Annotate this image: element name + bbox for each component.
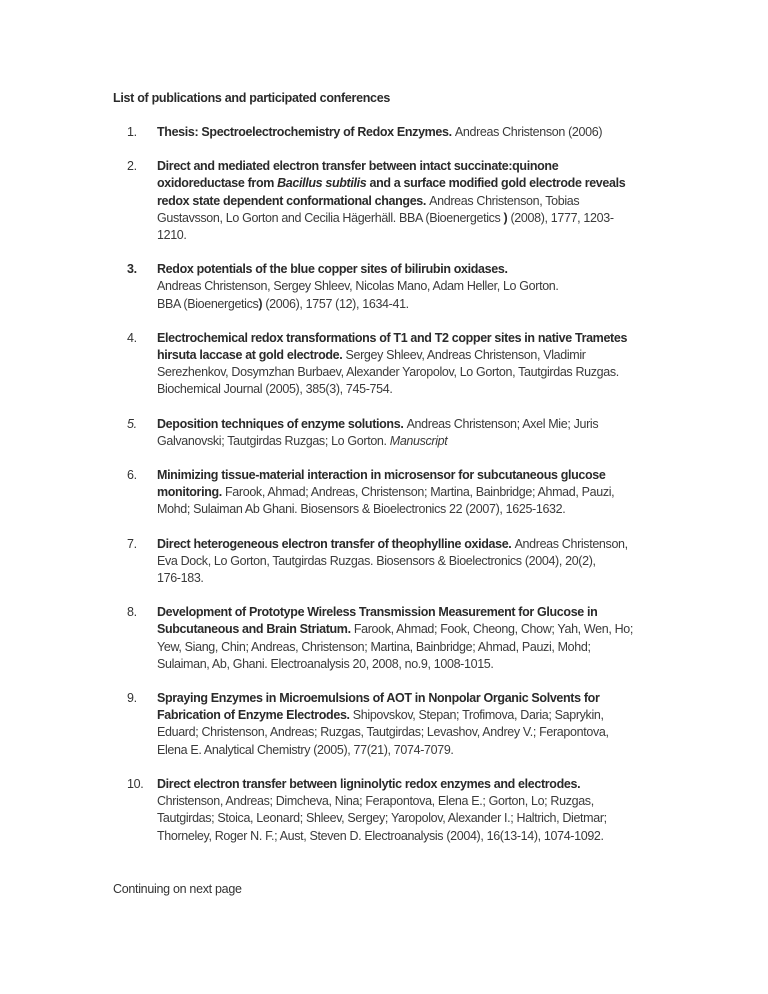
publication-line <box>157 296 768 313</box>
publication-citation-text: Thorneley, Roger N. F.; Aust, Steven D. Electroanalysis (2004), 16(13-14), 1074-1092. <box>157 828 604 843</box>
publication-citation-text: 1210. <box>157 228 187 243</box>
page-heading: List of publications and participated conferences <box>113 91 391 105</box>
publication-line <box>157 467 768 484</box>
publication-title-text: ) <box>258 296 263 311</box>
publication-line <box>157 347 768 364</box>
publication-title-text: Direct and mediated electron transfer between intact succinate:quinone <box>157 159 559 174</box>
publication-item <box>0 124 768 141</box>
publication-title-text: Development of Prototype Wireless Transmission Measurement for Glucose in <box>157 605 598 620</box>
publication-title-text: Direct electron transfer between ligninolytic redox enzymes and electrodes. <box>157 776 581 791</box>
publication-citation-text: Eduard; Christenson, Andreas; Ruzgas, Tautgirdas; Levashov, Andrey V.; Ferapontova, <box>157 725 609 740</box>
publication-line <box>157 656 768 673</box>
publication-citation-text: Farook, Ahmad; Andreas, Christenson; Martina, Bainbridge; Ahmad, Pauzi, <box>225 485 615 500</box>
publication-citation-text: (2008), 1777, 1203- <box>507 210 614 225</box>
publication-line <box>157 621 768 638</box>
publication-citation-text: Mohd; Sulaiman Ab Ghani. Biosensors & Bioelectronics 22 (2007), 1625-1632. <box>157 502 566 517</box>
publication-citation-text: (2006), 1757 (12), 1634-41. <box>262 296 409 311</box>
publication-citation-text: Sergey Shleev, Andreas Christenson, Vladimir <box>345 348 586 363</box>
continuation-note: Continuing on next page <box>113 882 242 896</box>
publication-line <box>157 175 768 192</box>
publication-citation-text: Christenson, Andreas; Dimcheva, Nina; Ferapontova, Elena E.; Gorton, Lo; Ruzgas, <box>157 794 594 809</box>
publication-line <box>157 501 768 518</box>
publication-number: 6. <box>127 468 137 483</box>
publication-line <box>157 793 768 810</box>
publication-number: 10. <box>127 776 144 791</box>
publication-title-text: Thesis: Spectroelectrochemistry of Redox Enzymes. <box>157 125 455 139</box>
publication-line <box>157 381 768 398</box>
publication-citation-text: Gustavsson, Lo Gorton and Cecilia Hägerhäll. BBA (Bioenergetics <box>157 210 504 225</box>
publication-item <box>0 467 768 519</box>
publication-line <box>157 158 768 175</box>
publication-citation-text: Andreas Christenson (2006) <box>454 125 603 139</box>
publication-line <box>157 707 768 724</box>
publication-number: 9. <box>127 691 137 706</box>
publication-citation-text: Galvanovski; Tautgirdas Ruzgas; Lo Gorton. <box>157 433 390 448</box>
publication-title-text: Redox potentials of the blue copper sites of bilirubin oxidases. <box>157 262 508 277</box>
publication-citation-text: Biochemical Journal (2005), 385(3), 745-754. <box>157 382 393 397</box>
publication-citation-text: Serezhenkov, Dosymzhan Burbaev, Alexander Yaropolov, Lo Gorton, Tautgirdas Ruzgas. <box>157 365 619 380</box>
publication-citation-text: Tautgirdas; Stoica, Leonard; Shleev, Sergey; Yaropolov, Alexander I.; Haltrich, Dietmar; <box>157 811 607 826</box>
publication-line <box>157 124 768 141</box>
publication-citation-text: Andreas Christenson, <box>514 536 628 551</box>
publication-citation-text: Elena E. Analytical Chemistry (2005), 77(21), 7074-7079. <box>157 742 454 757</box>
publication-title-text: Spraying Enzymes in Microemulsions of AOT in Nonpolar Organic Solvents for <box>157 691 600 706</box>
publication-line <box>157 724 768 741</box>
publication-line <box>157 330 768 347</box>
publication-item <box>0 330 768 399</box>
publication-line <box>157 536 768 553</box>
publication-number: 7. <box>127 536 137 551</box>
publication-item <box>0 690 768 759</box>
publication-title-text: Electrochemical redox transformations of T1 and T2 copper sites in native Trametes <box>157 330 628 345</box>
publication-title-text: Minimizing tissue-material interaction in microsensor for subcutaneous glucose <box>157 468 606 483</box>
publication-citation-text: Farook, Ahmad; Fook, Cheong, Chow; Yah, Wen, Ho; <box>353 622 634 637</box>
publication-line <box>157 261 768 278</box>
publication-line <box>157 484 768 501</box>
publication-citation-text: Shipovskov, Stepan; Trofimova, Daria; Saprykin, <box>352 708 604 723</box>
publication-line <box>157 433 768 450</box>
publication-line <box>157 776 768 793</box>
publication-line <box>157 193 768 210</box>
publication-title-text: Bacillus subtilis <box>277 176 367 191</box>
publication-number: 1. <box>127 125 137 139</box>
publication-number: 3. <box>127 262 137 277</box>
publication-line <box>157 690 768 707</box>
publication-item <box>0 416 768 450</box>
publication-item <box>0 261 768 313</box>
publication-citation-text: Eva Dock, Lo Gorton, Tautgirdas Ruzgas. Biosensors & Bioelectronics (2004), 20(2), <box>157 553 596 568</box>
publication-title-text: Subcutaneous and Brain Striatum. <box>157 622 354 637</box>
publication-title-text: and a surface modified gold electrode reveals <box>366 176 626 191</box>
publication-item <box>0 604 768 673</box>
publication-item <box>0 776 768 845</box>
publication-number: 5. <box>127 416 137 431</box>
publication-line <box>157 604 768 621</box>
publication-citation-text: Yew, Siang, Chin; Andreas, Christenson; Martina, Bainbridge; Ahmad, Pauzi, Mohd; <box>157 639 591 654</box>
publication-line <box>157 210 768 227</box>
publication-line <box>157 227 768 244</box>
publication-line <box>157 570 768 587</box>
publication-title-text: redox state dependent conformational changes. <box>157 193 430 208</box>
publication-number: 8. <box>127 605 137 620</box>
publication-citation-text: Andreas Christenson, Sergey Shleev, Nicolas Mano, Adam Heller, Lo Gorton. <box>157 279 559 294</box>
publication-line <box>157 416 768 433</box>
publication-number: 4. <box>127 330 137 345</box>
publication-title-text: ) <box>503 210 508 225</box>
publication-title-text: Fabrication of Enzyme Electrodes. <box>157 708 353 723</box>
publication-number: 2. <box>127 159 137 174</box>
publication-line <box>157 828 768 845</box>
publication-citation-text: Andreas Christenson; Axel Mie; Juris <box>406 416 599 431</box>
publication-item <box>0 158 768 244</box>
publication-list <box>0 124 768 862</box>
publication-line <box>157 810 768 827</box>
publication-line <box>157 742 768 759</box>
publication-line <box>157 639 768 656</box>
publication-title-text: hirsuta laccase at gold electrode. <box>157 348 346 363</box>
publication-citation-text: BBA (Bioenergetics <box>157 296 259 311</box>
publication-title-text: oxidoreductase from <box>157 176 278 191</box>
publication-line <box>157 278 768 295</box>
publication-line <box>157 364 768 381</box>
publication-citation-text: Manuscript <box>389 433 448 448</box>
publication-citation-text: 176-183. <box>157 571 204 586</box>
publication-title-text: monitoring. <box>157 485 226 500</box>
publication-title-text: Direct heterogeneous electron transfer of theophylline oxidase. <box>157 536 515 551</box>
publication-title-text: Deposition techniques of enzyme solutions. <box>157 416 407 431</box>
publication-line <box>157 553 768 570</box>
publication-item <box>0 536 768 588</box>
publication-citation-text: Sulaiman, Ab, Ghani. Electroanalysis 20, 2008, no.9, 1008-1015. <box>157 656 494 671</box>
publication-citation-text: Andreas Christenson, Tobias <box>429 193 580 208</box>
